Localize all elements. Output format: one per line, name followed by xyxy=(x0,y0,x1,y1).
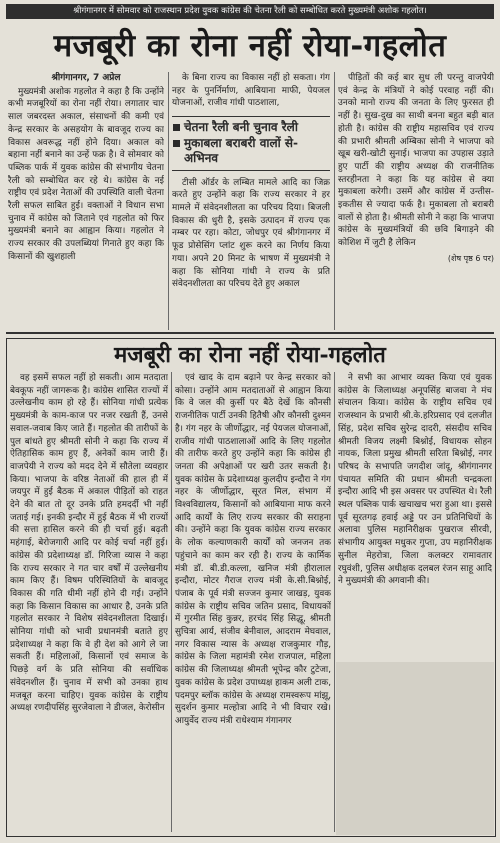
article1-column-1 xyxy=(8,72,164,330)
pull-quote-1: चेतना रैली बनी चुनाव रैली xyxy=(172,120,330,136)
article2-column-3 xyxy=(338,372,492,660)
article2-col1-text: वह इसमें सफल नहीं हो सकती। आम मतदाता बेवकूफ नहीं जागरूक है। कांग्रेस शासित राज्यों में उल्लेखनीय काम हो रहे हैं। सोनिया गांधी प्रत्येक मुख्यमंत्री के काम-काज पर नजर रखती हैं, उनसे सवाल-जवाब किए जाते हैं। गहलोत की तारीफों के पुल बांधते हुए श्रीमती सोनी ने कहा कि राज्य में ऐतिहासिक काम हुए हैं, अनेकों काम जारी हैं। वाजपेयी ने राज्य को मदद देने में सौतेला व्यवहार किया। भाजपा के वरिष्ठ नेताओं की हाल ही में जयपुर में हुई बैठक में अकाल पीड़ितों को राहत देने की बात तो दूर उनके प्रति हमदर्दी भी नहीं जताई गई। इनकी इन्दौर में हुई बैठक में भी राज्यों की सत्ता हासिल करने की ही चर्चा हुई। बढ़ती महंगाई, बेरोजगारी आदि पर कोई चर्चा नहीं हुई। कांग्रेस की प्रदेशाध्यक्ष डॉ. गिरिजा व्यास ने कहा कि राज्य सरकार ने गत चार वर्षों में उल्लेखनीय काम किए हैं। विषम परिस्थितियों के बावजूद विकास की गति धीमी नहीं होने दी गई। उन्होंने कहा कि किसान विकास का आधार है, उनके प्रति गहलोत सरकार ने विशेष संवेदनशीलता दिखाई। सोनिया गांधी को भावी प्रधानमंत्री बताते हुए प्रदेशाध्यक्ष ने कहा कि वे ही देश को आगे ले जा सकती हैं। महिलाओं, किसानों एवं समाज के पिछड़े वर्ग के प्रति सोनिया की सर्वाधिक संवेदनशील हैं। चुनाव में सभी को उनका हाथ मजबूत करना चाहिए। युवक कांग्रेस के राष्ट्रीय अध्यक्ष रणदीपसिंह सुरजेवाला ने डीजल, केरोसीन xyxy=(10,373,168,714)
article1-column-2 xyxy=(172,72,330,330)
pull-quote-2: मुकाबला बराबरी वालों से-अभिनव xyxy=(172,136,330,167)
column-rule xyxy=(334,72,335,330)
headline-bottom: मजबूरी का रोना नहीं रोया-गहलोत xyxy=(114,342,386,368)
column-rule xyxy=(334,372,335,832)
dateline: श्रीगंगानगर, 7 अप्रेल xyxy=(51,73,121,83)
column-rule xyxy=(171,372,172,832)
article1-col1-text: मुख्यमंत्री अशोक गहलोत ने कहा है कि उन्होंने कभी मजबूरियों का रोना नहीं रोया। लगातार चार साल जबरदस्त अकाल, संसाधनों की कमी एवं केन्द्र सरकार के असहयोग के बावजूद राज्य का विकास अवरूद्ध नहीं होने दिया। अकाल को बहाना नहीं बनाने का उन्हें फक्र है। वे सोमवार को पब्लिक पार्क में युवक कांग्रेस की संभागीय चेतना रैली को सम्बोधित कर रहे थे। कांग्रेस के नई राष्ट्रीय एवं प्रदेश नेताओं की उपस्थिति वाली चेतना रैली सफल साबित हुई। वक्ताओं ने विधान सभा चुनाव में कांग्रेस को जिताने एवं गहलोत को फिर मुख्यमंत्री बनाने का आह्वान किया। गहलोत ने राज्य सरकार की उपलब्धियां गिनाते हुए कहा कि किसानों की खुशहाली xyxy=(8,86,164,262)
article1-col3-text: पीड़ितों की कई बार सुध ली परन्तु वाजपेयी एवं केन्द्र के मंत्रियों ने कोई परवाह नहीं की। उनको मानो राज्य की जनता के लिए फुरसत ही नहीं है। सुख-दुख का साथी बनना बहुत बड़ी बात होती है। कांग्रेस की राष्ट्रीय महासचिव एवं राज्य की प्रभारी श्रीमती अम्बिका सोनी ने भाजपा को खूब खरी-खोटी सुनाई। भाजपा का उपहास उड़ाते हुए पार्टी की राष्ट्रीय अध्यक्ष की राजनीतिक स्तरहीनता ने कहा कि यह कांग्रेस से क्या मुकाबला करेगी। उसमें और कांग्रेस में उन्तीस-इकतीस से ज्यादा फर्क है। मुकाबला तो बराबरी वालों से होता है। श्रीमती सोनी ने कहा कि भाजपा कांग्रेस के मुख्यमंत्रियों की छवि बिगाड़ने की कोशिश में जुटी है लेकिन xyxy=(338,73,494,249)
blank-area xyxy=(336,662,494,835)
article2-column-2 xyxy=(175,372,331,832)
article2-col2-text: एवं खाद के दाम बढ़ाने पर केन्द्र सरकार को कोसा। उन्होंने आम मतदाताओं से आह्वान किया कि वे जल की कुर्सी पर बैठे देखें कि कौनसी राजनीतिक पार्टी उनकी हितैषी और कौनसी दुश्मन है। गंग नहर के जीर्णोद्धार, नई पेयजल योजनाओं, राजीव गांधी पाठशालाओं आदि के लिए गहलोत की तारीफ करते हुए उन्होंने कहा कि कांग्रेस ही जनता की अपेक्षाओं पर खरी उतर सकती है। युवक कांग्रेस के प्रदेशाध्यक्ष कुलदीप इन्दौरा ने गंग नहर के जीर्णोद्धार, सूरत मिल, संभाग में विश्वविद्यालय, किसानों को आबियाना माफ करने आदि कार्यों के लिए राज्य सरकार की सराहना की। उन्होंने कहा कि युवक कांग्रेस राज्य सरकार के लोक कल्याणकारी कार्यों को जनजन तक पहुंचाने का काम कर रही है। राज्य के कार्मिक मंत्री डॉ. बी.डी.कल्ला, खनिज मंत्री हीरालाल इन्दौरा, मोटर गैराज राज्य मंत्री के.सी.बिश्नोई, पंजाब के पूर्व मंत्री सज्जन कुमार जाखड़, युवक कांग्रेस के राष्ट्रीय सचिव जतिन प्रसाद, विधायकों में गुरमीत सिंह कुन्नर, हरचंद सिंह सिद्धू, श्रीमती सुचित्रा आर्य, संजीव बेनीवाल, आदराम मेघवाल, नगर विकास न्यास के अध्यक्ष राजकुमार गौड़, कांग्रेस के जिला महामंत्री रमेश राजपाल, महिला कांग्रेस की जिलाध्यक्ष श्रीमती भूपेन्द्र कौर टुटेजा, युवक कांग्रेस के प्रदेश उपाध्यक्ष हाकम अली टाक, पदमपुर ब्लॉक कांग्रेस के अध्यक्ष रामस्वरूप मांझू, सुदर्शन कुमार मल्होत्रा आदि ने भी विचार रखे। आयुर्वेद राज्य मंत्री राधेश्याम गंगानगर xyxy=(175,373,331,726)
article1-col2-bottom-text: टीसी ऑर्डर के लम्बित मामले आदि का जिक्र करते हुए उन्होंने कहा कि राज्य सरकार ने हर मामले में संवेदनशीलता का परिचय दिया। बिजली विकास की धुरी है, इसके उत्पादन में राज्य एक नम्बर पर रहा। कोटा, जोधपुर एवं श्रीगंगानगर में फूड प्रोसेसिंग प्लांट शुरू करने का निर्णय किया गया। अपने 20 मिनट के भाषण में मुख्यमंत्री ने कहा कि सोनिया गांधी ने राज्य के प्रति संवेदनशीलता का परिचय देते हुए अकाल xyxy=(172,177,330,290)
article1-col2-top-text: के बिना राज्य का विकास नहीं हो सकता। गंग नहर के पुनर्निर्माण, आबियाना माफी, पेयजल योजनाओं, राजीव गांधी पाठशाला, xyxy=(172,73,330,109)
headline-top: मजबूरी का रोना नहीं रोया-गहलोत xyxy=(53,28,447,64)
column-rule xyxy=(168,72,169,330)
section-divider xyxy=(6,332,494,334)
photo-caption-strip: श्रीगंगानगर में सोमवार को राजस्थान प्रदेश युवक कांग्रेस की चेतना रैली को सम्बोधित करते मुख्यमंत्री अशोक गहलोत। xyxy=(6,4,494,19)
continued-note: (शेष पृष्ठ 6 पर) xyxy=(447,253,494,263)
article1-column-3 xyxy=(338,72,494,330)
article2-column-1 xyxy=(10,372,168,832)
article2-col3-text: ने सभी का आभार व्यक्त किया एवं युवक कांग्रेस के जिलाध्यक्ष अनूपसिंह बाजवा ने मंच संचालन किया। कांग्रेस के राष्ट्रीय सचिव एवं राजस्थान के प्रभारी श्री.के.हरिप्रसाद एवं दलजीत सिंह, प्रदेश सचिव सुरेन्द्र दादरी, संसदीय सचिव श्रीमती विजय लक्ष्मी बिश्नोई, विधायक सोहन नायक, जिला प्रमुख श्रीमती सरिता बिश्नोई, नगर परिषद के सभापति जगदीश जांदू, श्रीगंगानगर पंचायत समिति की प्रधान श्रीमती चन्द्रकला इन्दौरा आदि भी इस अवसर पर उपस्थित थे। रैली स्थल पब्लिक पार्क खचाखच भरा हुआ था। इससे पूर्व सूरतगढ़ हवाई अड्डे पर उन प्रतिनिधियों के अलावा पुलिस महानिरीक्षक पुखराज सीरवी, संभागीय आयुक्त मधुकर गुप्ता, उप महानिरीक्षक सुनील मेहरोत्रा, जिला कलक्टर रामावतार रघुवंशी, पुलिस अधीक्षक दलबल रंजन साहू आदि ने मुख्यमंत्री की अगवानी की। xyxy=(338,373,492,587)
pull-quote-box xyxy=(172,116,330,171)
